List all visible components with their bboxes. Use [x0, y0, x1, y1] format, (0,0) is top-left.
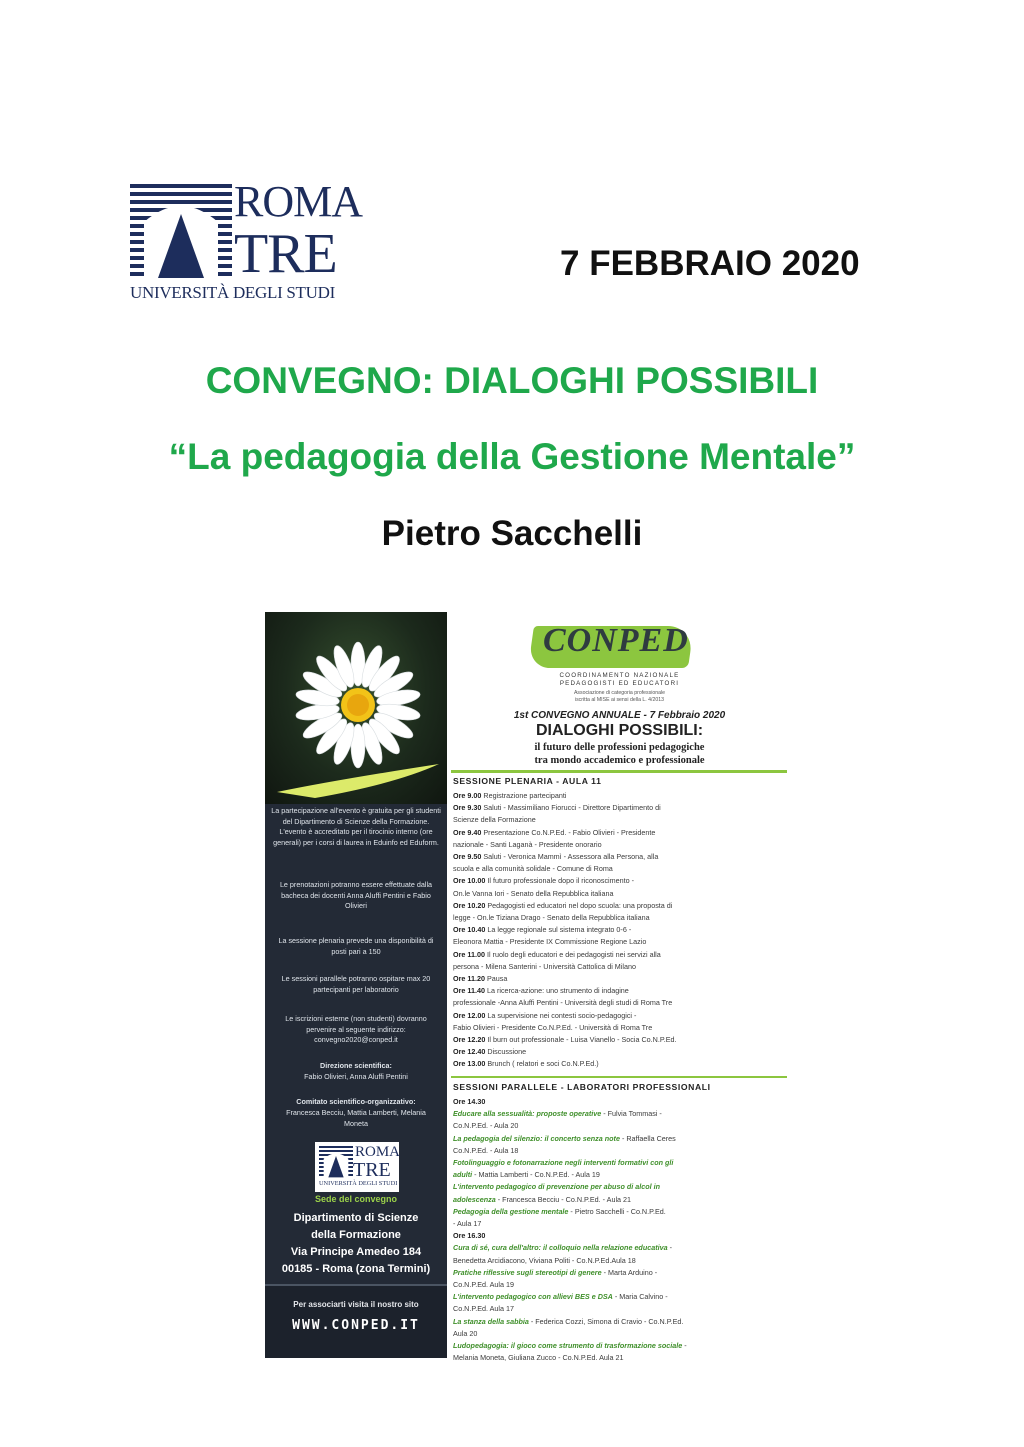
schedule-text: Aula 20: [453, 1328, 478, 1338]
schedule-text: La legge regionale sul sistema integrato 0-6 -: [487, 925, 632, 935]
schedule-text: Co.N.P.Ed. Aula 17: [453, 1304, 515, 1314]
talk-title: “La pedagogia della Gestione Mentale”: [168, 436, 856, 477]
schedule-line: [453, 900, 789, 912]
sede-label: Sede del convegno: [314, 1194, 398, 1204]
schedule-text: Il ruolo degli educatori e dei pedagogisti nei servizi alla: [486, 949, 661, 959]
schedule-text: legge - On.le Tiziana Drago - Senato della Repubblica italiana: [453, 913, 650, 923]
schedule-text: Saluti - Massimiliano Fiorucci - Direttore Dipartimento di: [483, 803, 661, 813]
workshop-title: L'intervento pedagogico con allievi BES e DSA: [453, 1292, 613, 1302]
schedule-line: [453, 1058, 789, 1070]
schedule-text: - Maria Calvino -: [612, 1292, 668, 1302]
logo-tre-text: TRE: [234, 223, 337, 285]
schedule-text: Pedagogisti ed educatori nel dopo scuola: una proposta di: [487, 900, 673, 910]
schedule-line: [453, 936, 789, 948]
schedule-time: Ore 10.20: [453, 900, 488, 910]
schedule-line: [453, 924, 789, 936]
schedule-time: Ore 16.30: [453, 1231, 486, 1241]
schedule-text: Co.N.P.Ed. - Aula 20: [453, 1121, 519, 1131]
poster-sidebar: [265, 612, 447, 1356]
schedule-text: - Raffaella Ceres: [619, 1133, 676, 1143]
schedule-line: [453, 1181, 789, 1193]
schedule-time: Ore 9.00: [453, 791, 484, 800]
schedule-text: Il burn out professionale - Luisa Vianello - Socia Co.N.P.Ed.: [487, 1035, 677, 1045]
schedule-line: [453, 1340, 789, 1352]
green-brush-stroke: [275, 762, 440, 802]
info-paragraph: La sessione plenaria prevede una disponibilità di posti pari a 150: [278, 936, 434, 956]
schedule-text: professionale -Anna Aluffi Pentini - Università degli studi di Roma Tre: [453, 998, 673, 1008]
roma-tre-small-logo: [315, 1142, 399, 1192]
conference-title: CONVEGNO: DIALOGHI POSSIBILI: [205, 360, 819, 401]
association-text: [447, 690, 792, 704]
daisy-flower-icon: [293, 640, 423, 770]
section-divider: [451, 770, 787, 773]
schedule-text: Fabio Olivieri - Presidente Co.N.P.Ed. - Università di Roma Tre: [453, 1022, 653, 1032]
schedule-text: Scienze della Formazione: [453, 815, 536, 825]
schedule-text: - Aula 17: [453, 1219, 482, 1229]
plenaria-schedule: [453, 790, 789, 1071]
schedule-text: nazionale - Santi Laganà - Presidente onorario: [453, 839, 602, 849]
schedule-text: - Francesca Becciu - Co.N.P.Ed. - Aula 21: [495, 1194, 632, 1204]
schedule-line: [453, 1218, 789, 1230]
address-line: 00185 - Roma (zona Termini): [281, 1263, 431, 1275]
membership-box: [265, 1284, 447, 1358]
schedule-time: Ore 10.00: [453, 876, 488, 886]
address-line: Dipartimento di Scienze: [293, 1212, 419, 1224]
membership-text: Per associarti visita il nostro sito: [293, 1300, 419, 1309]
schedule-text: Il futuro professionale dopo il riconoscimento -: [487, 876, 634, 886]
schedule-line: [453, 1279, 789, 1291]
schedule-line: [453, 839, 789, 851]
workshop-title: adulti: [453, 1170, 473, 1180]
schedule-line: [453, 1010, 789, 1022]
schedule-line: [453, 827, 789, 839]
schedule-text: Discussione: [487, 1047, 527, 1057]
schedule-text: - Mattia Lamberti - Co.N.P.Ed. - Aula 19: [472, 1170, 600, 1180]
author-name: Pietro Sacchelli: [381, 514, 643, 553]
schedule-time: Ore 10.40: [453, 925, 488, 935]
schedule-line: [453, 1230, 789, 1242]
address-line: della Formazione: [311, 1229, 401, 1241]
schedule-line: [453, 790, 789, 802]
info-paragraph: Le sessioni parallele potranno ospitare max 20 partecipanti per laboratorio: [281, 974, 431, 994]
schedule-text: -: [667, 1243, 672, 1253]
direzione-label: Direzione scientifica:: [320, 1061, 392, 1070]
association-line: Associazione di categoria professionale: [573, 690, 666, 696]
schedule-text: Eleonora Mattia - Presidente IX Commissione Regione Lazio: [453, 937, 647, 947]
event-poster: [265, 612, 792, 1363]
logo-roma-text: ROMA: [234, 177, 363, 226]
workshop-title: Fotolinguaggio e fotonarrazione negli interventi formativi con gli: [453, 1158, 674, 1168]
schedule-text: persona - Milena Santerini - Università Cattolica di Milano: [453, 961, 636, 971]
schedule-line: [453, 1022, 789, 1034]
schedule-line: [453, 1145, 789, 1157]
roma-tre-logo: [130, 177, 370, 305]
schedule-text: - Pietro Sacchelli - Co.N.P.Ed.: [568, 1206, 666, 1216]
schedule-time: Ore 14.30: [453, 1097, 486, 1106]
schedule-text: Co.N.P.Ed. - Aula 18: [453, 1145, 519, 1155]
info-paragraph: La partecipazione all'evento è gratuita per gli studenti del Dipartimento di Scienze della Formazione. L'evento è accreditato per il tirocinio interno (ore generali) per i corsi di laurea in Eduinfo ed Eduform.: [271, 806, 441, 847]
coordinamento-text: [447, 672, 792, 688]
comitato-label: Comitato scientifico-organizzativo:: [296, 1097, 416, 1106]
schedule-text: La supervisione nei contesti socio-pedagogici -: [487, 1010, 637, 1020]
schedule-line: [453, 1169, 789, 1181]
schedule-line: [453, 1267, 789, 1279]
parallele-heading: SESSIONI PARALLELE - LABORATORI PROFESSIONALI: [453, 1082, 711, 1092]
schedule-text: - Federica Cozzi, Simona di Cravio - Co.N.P.Ed.: [528, 1316, 684, 1326]
schedule-line: [453, 1096, 789, 1108]
workshop-title: Pedagogia della gestione mentale: [453, 1206, 569, 1216]
dialoghi-title: DIALOGHI POSSIBILI:: [535, 722, 704, 739]
schedule-line: [453, 1316, 789, 1328]
schedule-line: [453, 1328, 789, 1340]
info-email-paragraph: Le iscrizioni esterne (non studenti) dovranno pervenire al seguente indirizzo: convegno2020@conped.it: [285, 1014, 427, 1045]
workshop-title: Ludopedagogia: il gioco come strumento di trasformazione sociale: [453, 1341, 683, 1351]
coordinamento-line: COORDINAMENTO NAZIONALE: [559, 672, 680, 679]
schedule-time: Ore 9.40: [453, 827, 484, 837]
schedule-line: [453, 912, 789, 924]
schedule-line: [453, 1157, 789, 1169]
workshop-title: L'intervento pedagogico di prevenzione per abuso di alcol in: [453, 1182, 660, 1192]
schedule-text: scuola e alla comunità solidale - Comune di Roma: [453, 864, 613, 874]
conped-logo: CONPED: [543, 622, 689, 659]
schedule-line: [453, 1242, 789, 1254]
schedule-text: -: [682, 1341, 687, 1351]
logo-university-text: UNIVERSITÀ DEGLI STUDI: [130, 283, 335, 302]
schedule-text: Pausa: [486, 974, 508, 984]
schedule-line: [453, 1108, 789, 1120]
schedule-text: - Marta Arduino -: [601, 1267, 658, 1277]
schedule-line: [453, 802, 789, 814]
schedule-text: Brunch ( relatori e soci Co.N.P.Ed.): [487, 1059, 599, 1069]
schedule-time: Ore 11.20: [453, 974, 487, 984]
workshop-title: Cura di sé, cura dell'altro: il colloquio nella relazione educativa: [453, 1243, 668, 1253]
schedule-text: Melania Moneta, Giuliana Zucco - Co.N.P.Ed. Aula 21: [453, 1353, 624, 1363]
annual-convention-line: 1st CONVEGNO ANNUALE - 7 Febbraio 2020: [513, 710, 726, 721]
workshop-title: Educare alla sessualità: proposte operative: [453, 1109, 602, 1119]
schedule-line: [453, 1291, 789, 1303]
schedule-line: [453, 973, 789, 985]
coordinamento-line: PEDAGOGISTI ED EDUCATORI: [559, 680, 680, 687]
futuro-line: tra mondo accademico e professionale: [534, 755, 705, 766]
schedule-line: [453, 1034, 789, 1046]
futuro-subtitle: [447, 741, 792, 767]
schedule-time: Ore 12.20: [453, 1035, 488, 1045]
schedule-line: [453, 1194, 789, 1206]
schedule-text: La ricerca-azione: uno strumento di indagine: [486, 986, 629, 996]
schedule-time: Ore 9.30: [453, 803, 484, 813]
daisy-photo: [265, 612, 447, 804]
schedule-line: [453, 997, 789, 1009]
schedule-time: Ore 9.50: [453, 852, 484, 862]
small-logo-university: UNIVERSITÀ DEGLI STUDI: [319, 1180, 398, 1187]
schedule-line: [453, 985, 789, 997]
roma-tre-arch-icon: [319, 1146, 353, 1178]
schedule-line: [453, 875, 789, 887]
workshop-title: La stanza della sabbia: [453, 1316, 529, 1326]
association-line: iscritta al MISE ai sensi della L. 4/2013: [574, 697, 665, 703]
schedule-line: [453, 961, 789, 973]
schedule-time: Ore 13.00: [453, 1059, 488, 1069]
section-divider: [451, 1076, 787, 1078]
schedule-text: Benedetta Arcidiacono, Viviana Politi - Co.N.P.Ed.Aula 18: [453, 1255, 636, 1265]
roma-tre-arch-icon: [130, 184, 232, 280]
schedule-line: [453, 1046, 789, 1058]
schedule-text: Presentazione Co.N.P.Ed. - Fabio Olivieri - Presidente: [483, 827, 656, 837]
futuro-line: il futuro delle professioni pedagogiche: [534, 742, 705, 753]
schedule-time: Ore 11.00: [453, 949, 487, 959]
event-date: 7 FEBBRAIO 2020: [560, 244, 860, 283]
small-logo-roma: ROMA: [355, 1144, 401, 1160]
parallele-schedule: [453, 1096, 789, 1364]
schedule-time: Ore 12.40: [453, 1047, 488, 1057]
schedule-line: [453, 851, 789, 863]
schedule-line: [453, 814, 789, 826]
schedule-line: [453, 949, 789, 961]
schedule-text: - Fulvia Tommasi -: [601, 1109, 662, 1119]
workshop-title: La pedagogia del silenzio: il concerto senza note: [453, 1133, 620, 1143]
schedule-line: [453, 1303, 789, 1315]
schedule-text: Registrazione partecipanti: [483, 791, 567, 800]
schedule-line: [453, 888, 789, 900]
info-paragraph: Le prenotazioni potranno essere effettuate dalla bacheca dei docenti Anna Aluffi Pentini e Fabio Olivieri: [279, 880, 433, 911]
schedule-text: Saluti - Veronica Mammì - Assessora alla Persona, alla: [483, 852, 659, 862]
schedule-text: On.le Vanna Iori - Senato della Repubblica italiana: [453, 888, 614, 898]
schedule-time: Ore 11.40: [453, 986, 487, 996]
schedule-line: [453, 1352, 789, 1364]
schedule-line: [453, 1206, 789, 1218]
direzione-names: Fabio Olivieri, Anna Aluffi Pentini: [304, 1072, 408, 1081]
plenaria-heading: SESSIONE PLENARIA - AULA 11: [453, 776, 602, 786]
workshop-title: Pratiche riflessive sugli stereotipi di genere: [453, 1267, 602, 1277]
schedule-time: Ore 12.00: [453, 1010, 488, 1020]
small-logo-tre: TRE: [353, 1159, 391, 1181]
schedule-line: [453, 1133, 789, 1145]
website-link[interactable]: WWW.CONPED.IT: [292, 1318, 420, 1333]
comitato-names: Francesca Becciu, Mattia Lamberti, Melania Moneta: [286, 1108, 426, 1128]
schedule-line: [453, 1120, 789, 1132]
poster-program: [447, 612, 792, 1363]
schedule-line: [453, 863, 789, 875]
schedule-text: Co.N.P.Ed. Aula 19: [453, 1280, 515, 1290]
schedule-line: [453, 1255, 789, 1267]
address-line: Via Principe Amedeo 184: [290, 1246, 422, 1258]
workshop-title: adolescenza: [453, 1194, 496, 1204]
